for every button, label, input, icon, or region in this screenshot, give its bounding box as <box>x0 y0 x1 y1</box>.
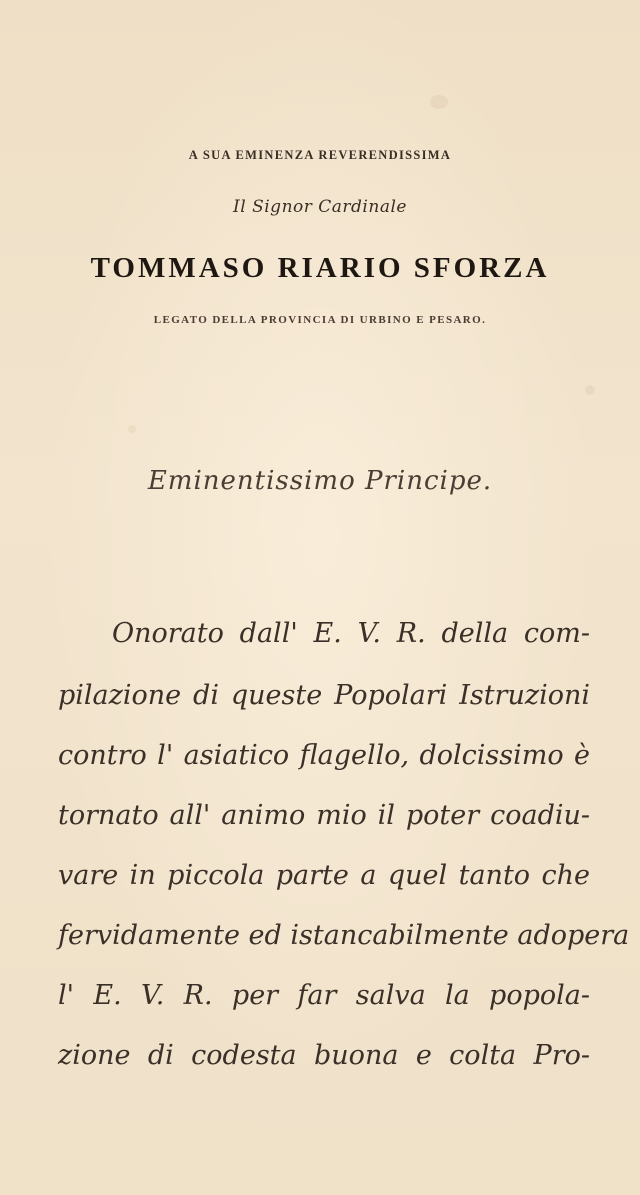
body-line: vare in piccola parte a quel tanto che <box>58 860 590 891</box>
script-title: Il Signor Cardinale <box>233 197 407 217</box>
body-line: contro l' asiatico flagello, dolcissimo è <box>58 740 590 771</box>
body-line: fervidamente ed istancabilmente adopera <box>58 920 630 951</box>
body-line: l' E. V. R. per far salva la popola- <box>58 980 590 1011</box>
dedication-header: A SUA EMINENZA REVERENDISSIMA <box>188 148 452 162</box>
legate-line: LEGATO DELLA PROVINCIA DI URBINO E PESARO. <box>153 314 487 326</box>
paper-stain <box>430 95 448 109</box>
paper-stain <box>585 385 595 395</box>
paper-stain <box>128 425 136 433</box>
recipient-name: TOMMASO RIARIO SFORZA <box>90 252 550 284</box>
body-line: zione di codesta buona e colta Pro- <box>58 1040 590 1071</box>
body-line: pilazione di queste Popolari Istruzioni <box>58 680 590 711</box>
body-line: Onorato dall' E. V. R. della com- <box>112 618 590 649</box>
body-line: tornato all' animo mio il poter coadiu- <box>58 800 590 831</box>
salutation: Eminentissimo Principe. <box>147 466 493 496</box>
